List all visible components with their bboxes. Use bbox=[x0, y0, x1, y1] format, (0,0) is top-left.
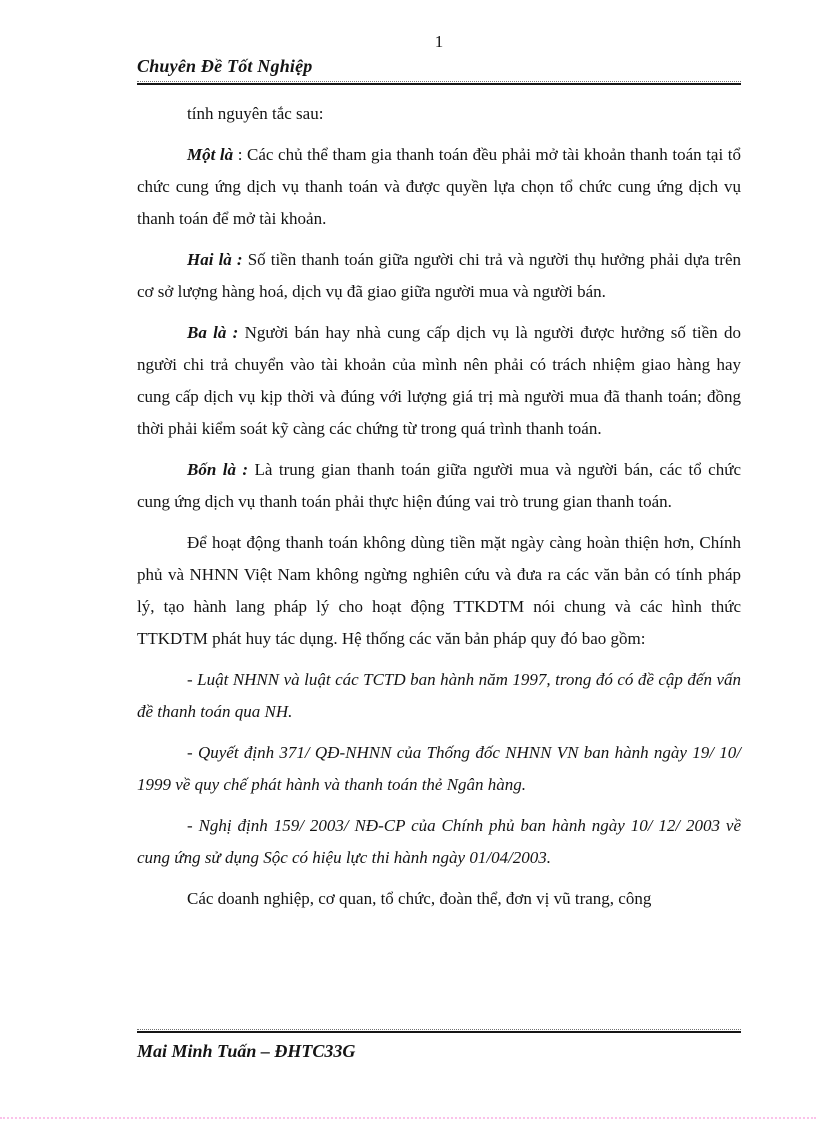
paragraph-hai-la bbox=[137, 244, 741, 308]
paragraph-lead: Một là bbox=[187, 145, 234, 164]
legal-item-nghi-dinh-159: - Nghị định 159/ 2003/ NĐ-CP của Chính phủ ban hành ngày 10/ 12/ 2003 về cung ứng sử dụng Sộc có hiệu lực thi hành ngày 01/04/2003. bbox=[137, 816, 741, 867]
paragraph-text: Số tiền thanh toán giữa người chi trả và người thụ hưởng phải dựa trên cơ sở lượng hàng hoá, dịch vụ đã giao giữa người mua và người bán. bbox=[137, 250, 741, 301]
page-number: 1 bbox=[434, 32, 444, 51]
paragraph-text: Là trung gian thanh toán giữa người mua và người bán, các tổ chức cung ứng dịch vụ thanh toán phải thực hiện đúng vai trò trung gian thanh toán. bbox=[137, 460, 741, 511]
intro-line: tính nguyên tắc sau: bbox=[187, 104, 324, 123]
legal-item-quyet-dinh-371: - Quyết định 371/ QĐ-NHNN của Thống đốc NHNN VN ban hành ngày 19/ 10/ 1999 về quy chế phát hành và thanh toán thẻ Ngân hàng. bbox=[137, 743, 741, 794]
footer-rule-solid-line bbox=[137, 1031, 741, 1033]
legal-item-luat-nhnn: - Luật NHNN và luật các TCTD ban hành năm 1997, trong đó có đề cập đến vấn đề thanh toán qua NH. bbox=[137, 670, 741, 721]
footer-rule-dotted-line bbox=[137, 1029, 741, 1030]
footer-author: Mai Minh Tuấn – ĐHTC33G bbox=[137, 1041, 356, 1061]
paragraph-text: Người bán hay nhà cung cấp dịch vụ là người được hưởng số tiền do người chi trả chuyển vào tài khoản của mình nên phải có trách nhiệm giao hàng hay cung cấp dịch vụ kịp thời và đúng với lượng giá trị mà người mua đã thanh toán; đồng thời phải kiểm soát kỹ càng các chứng từ trong quá trình thanh toán. bbox=[137, 323, 741, 438]
paragraph-lead: Bốn là : bbox=[187, 460, 249, 479]
page-footer bbox=[137, 1026, 741, 1063]
paragraph-legal-framework bbox=[137, 527, 741, 655]
closing-line: Các doanh nghiệp, cơ quan, tổ chức, đoàn thể, đơn vị vũ trang, công bbox=[187, 889, 652, 908]
page-boundary-dots bbox=[0, 1117, 816, 1119]
paragraph-text: : Các chủ thể tham gia thanh toán đều phải mở tài khoản thanh toán tại tổ chức cung ứng dịch vụ thanh toán và được quyền lựa chọn tổ chức cung ứng dịch vụ thanh toán để mở tài khoản. bbox=[137, 145, 741, 228]
paragraph-mot-la bbox=[137, 139, 741, 235]
header-rule-solid-line bbox=[137, 83, 741, 85]
header-rule bbox=[137, 81, 741, 85]
document-body bbox=[137, 98, 741, 915]
footer-rule bbox=[137, 1029, 741, 1033]
paragraph-text: Để hoạt động thanh toán không dùng tiền mặt ngày càng hoàn thiện hơn, Chính phủ và NHNN Việt Nam không ngừng nghiên cứu và đưa ra các văn bản có tính pháp lý, tạo hành lang pháp lý cho hoạt động TTKDTM nói chung và các hình thức TTKDTM phát huy tác dụng. Hệ thống các văn bản pháp quy đó bao gồm: bbox=[137, 533, 741, 648]
paragraph-ba-la bbox=[137, 317, 741, 445]
header-rule-dotted-line bbox=[137, 81, 741, 82]
paragraph-lead: Hai là : bbox=[187, 250, 243, 269]
paragraph-bon-la bbox=[137, 454, 741, 518]
paragraph-lead: Ba là : bbox=[187, 323, 239, 342]
page-content-area bbox=[137, 0, 741, 924]
header-title: Chuyên Đề Tốt Nghiệp bbox=[137, 56, 313, 76]
